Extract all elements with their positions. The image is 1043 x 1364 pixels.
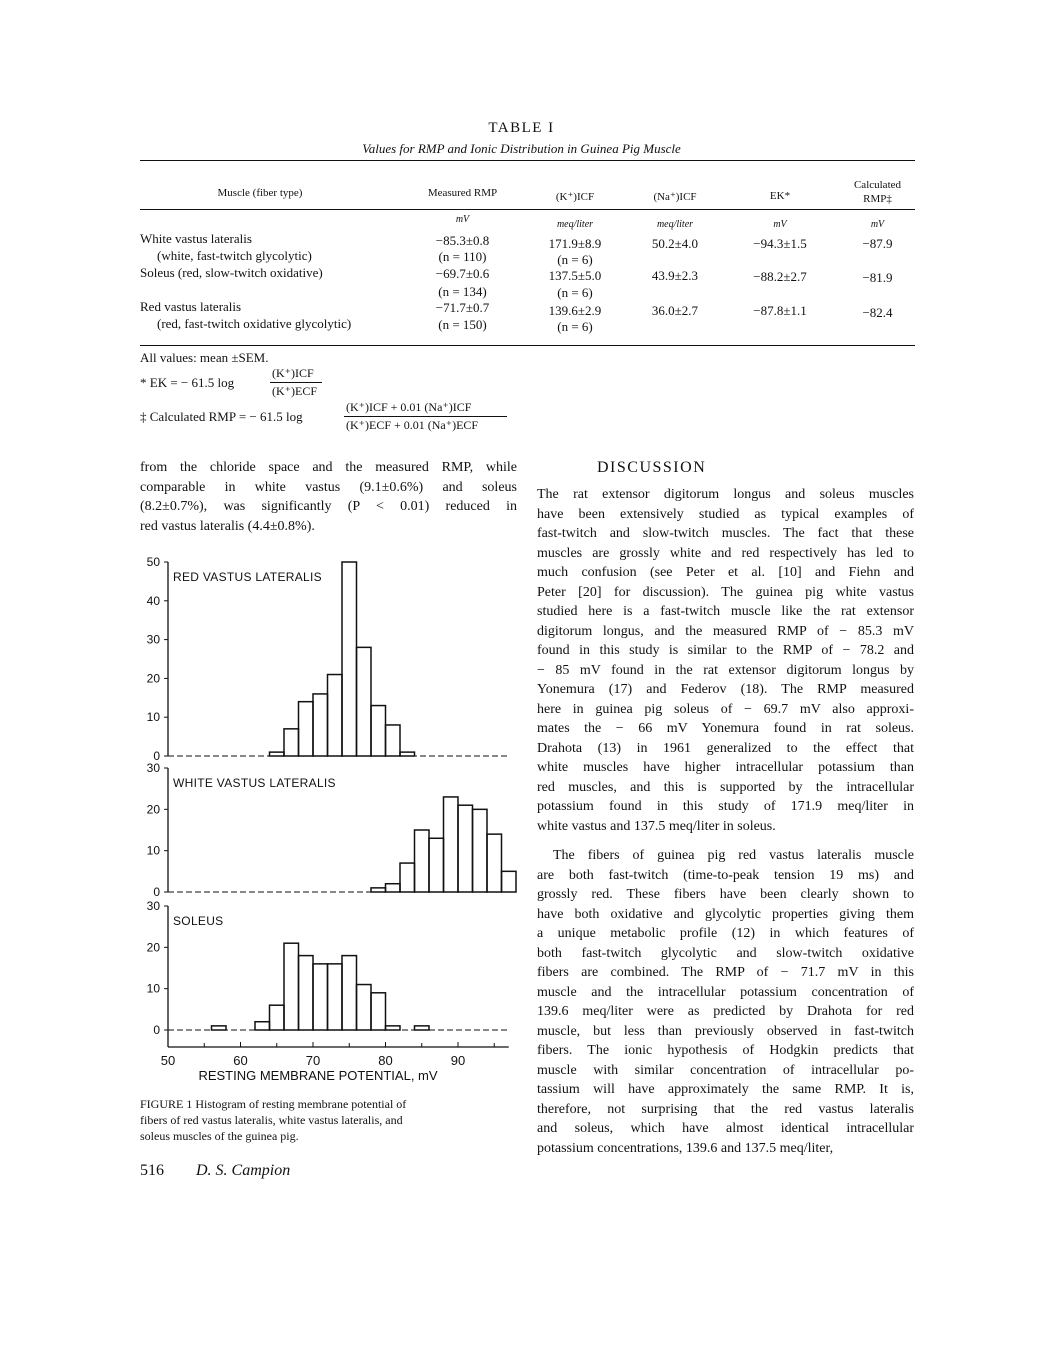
unit-rmp: mV	[455, 214, 470, 225]
row-white-vastus-calc: −87.9	[862, 236, 893, 251]
histogram-bar	[299, 702, 314, 756]
row-white-vastus-k-n: (n = 6)	[557, 252, 593, 267]
x-tick-label: 50	[160, 1053, 176, 1068]
discussion-paragraph-2	[537, 846, 914, 1158]
figure-caption-line: FIGURE 1 Histogram of resting membrane potential of	[140, 1097, 407, 1111]
table-top-rule	[140, 160, 915, 161]
discussion-line: Drahota (13) in 1961 generalized to the effect that	[537, 740, 914, 756]
discussion-line: a unique metabolic profile (12) in which features of	[537, 926, 914, 941]
y-tick-label: 10	[146, 981, 160, 996]
x-axis-label: RESTING MEMBRANE POTENTIAL, mV	[198, 1068, 438, 1083]
row-red-vastus-type: (red, fast-twitch oxidative glycolytic)	[157, 316, 352, 331]
row-soleus-rmp-n: (n = 134)	[438, 284, 487, 299]
histogram-bar	[270, 752, 285, 756]
footnote-all-values: All values: mean ±SEM.	[140, 350, 269, 365]
footnote-calc-den: (K⁺)ECF + 0.01 (Na⁺)ECF	[346, 418, 479, 432]
histogram-bar	[386, 725, 401, 756]
histogram-bar	[255, 1022, 270, 1030]
left-paragraph-line: red vastus lateralis (4.4±0.8%).	[140, 518, 315, 534]
discussion-line: Yonemura (17) and Federov (18). The RMP measured	[537, 682, 914, 697]
row-red-vastus-ek: −87.8±1.1	[753, 303, 807, 318]
row-soleus-k-n: (n = 6)	[557, 285, 593, 300]
discussion-line: The rat extensor digitorum longus and soleus muscles	[537, 487, 914, 502]
histogram-bar	[473, 809, 488, 892]
unit-na: meq/liter	[656, 219, 694, 230]
histogram-bar	[270, 1005, 285, 1030]
y-tick-label: 30	[146, 632, 160, 647]
y-tick-label: 10	[146, 710, 160, 725]
row-soleus-ek: −88.2±2.7	[753, 269, 807, 284]
discussion-line: muscle and the intracellular potassium concentration of	[537, 984, 914, 1000]
x-tick-label: 80	[378, 1053, 393, 1068]
histogram-bar	[386, 884, 401, 892]
discussion-line: grossly red. These fibers have been clearly shown to	[537, 887, 914, 902]
row-white-vastus-na: 50.2±4.0	[651, 236, 699, 251]
discussion-line: Peter [20] for discussion). The guinea pig white vastus	[537, 584, 914, 600]
discussion-line: here in guinea pig soleus of − 69.7 mV also approxi-	[537, 701, 914, 717]
x-tick-label: 60	[233, 1053, 248, 1068]
row-red-vastus-calc: −82.4	[862, 305, 893, 320]
histogram-bar	[400, 752, 415, 756]
row-white-vastus-ek: −94.3±1.5	[753, 236, 807, 251]
y-tick-label: 40	[146, 593, 160, 608]
footnote-calc-num: (K⁺)ICF + 0.01 (Na⁺)ICF	[346, 400, 472, 414]
row-soleus-rmp: −69.7±0.6	[435, 266, 490, 281]
histogram-bar	[313, 964, 328, 1030]
histogram-bar	[415, 830, 430, 892]
footnote-ek-num: (K⁺)ICF	[272, 366, 314, 380]
discussion-line: studied here is a fast-twitch muscle like the rat extensor	[537, 604, 914, 619]
page-number: 516	[140, 1162, 164, 1179]
header-measured-rmp: Measured RMP	[427, 187, 498, 199]
histogram-figure	[130, 550, 520, 1095]
header-k-icf: (K⁺)ICF	[555, 191, 595, 203]
discussion-line: The fibers of guinea pig red vastus lateralis muscle	[553, 848, 914, 863]
y-tick-label: 20	[146, 802, 160, 817]
figure-caption-line: fibers of red vastus lateralis, white vastus lateralis, and	[140, 1113, 403, 1127]
header-calculated-rmp: RMP‡	[863, 193, 892, 205]
discussion-paragraph-1	[537, 485, 914, 836]
left-paragraph	[140, 458, 517, 536]
row-soleus-na: 43.9±2.3	[651, 268, 699, 283]
unit-k: meq/liter	[556, 219, 594, 230]
footnote-calc-bar	[344, 416, 507, 417]
left-paragraph-line: (8.2±0.7%), was significantly (P < 0.01) reduced in	[140, 499, 517, 514]
left-paragraph-line: from the chloride space and the measured RMP, while	[140, 460, 517, 475]
histogram-bar	[212, 1026, 227, 1030]
discussion-line: muscle with similar concentration of intracellular po-	[537, 1062, 914, 1078]
discussion-line: potassium found in this study of 171.9 meq/liter in	[537, 799, 914, 814]
figure-caption-line: soleus muscles of the guinea pig.	[140, 1129, 299, 1143]
discussion-line: much confusion (see Peter et al. [10] and Fiehn and	[537, 565, 914, 580]
histogram-bar	[415, 1026, 430, 1030]
header-muscle: Muscle (fiber type)	[217, 187, 303, 199]
x-tick-label: 70	[305, 1053, 321, 1068]
x-tick-label: 90	[450, 1053, 466, 1068]
histogram-bar	[371, 706, 386, 756]
histogram-bar	[371, 993, 386, 1030]
histogram-bar	[400, 863, 415, 892]
row-red-vastus-k-n: (n = 6)	[557, 319, 593, 334]
row-red-vastus-rmp-n: (n = 150)	[438, 317, 487, 332]
discussion-line: and soleus, which have almost identical intracellular	[537, 1121, 914, 1136]
y-tick-label: 0	[153, 1023, 160, 1037]
discussion-line: white muscles have higher intracellular potassium than	[537, 760, 914, 775]
y-tick-label: 50	[146, 555, 160, 569]
unit-ek: mV	[773, 219, 787, 230]
y-tick-label: 20	[146, 940, 160, 955]
left-paragraph-line: comparable in white vastus (9.1±0.6%) and soleus	[140, 479, 517, 495]
histogram-bar	[429, 838, 444, 892]
histogram-bar	[386, 1026, 401, 1030]
histogram-bar	[284, 943, 299, 1030]
discussion-line: red muscles, and this is supported by the intracellular	[537, 779, 914, 795]
figure-caption	[140, 1096, 517, 1144]
discussion-line: 139.6 meq/liter were as predicted by Drahota for red	[537, 1004, 914, 1019]
row-white-vastus-rmp: −85.3±0.8	[435, 233, 490, 248]
discussion-line: mates the − 66 mV Yonemura found in rat soleus.	[537, 721, 914, 736]
series-label: SOLEUS	[173, 914, 224, 928]
discussion-line: fibers. The ionic hypothesis of Hodgkin predicts that	[537, 1043, 914, 1058]
row-red-vastus-name: Red vastus lateralis	[140, 299, 242, 314]
y-tick-label: 30	[146, 761, 160, 775]
histogram-bar	[371, 888, 386, 892]
series-label: RED VASTUS LATERALIS	[173, 570, 322, 584]
histogram-bar	[357, 985, 372, 1030]
row-white-vastus-name: White vastus lateralis	[140, 231, 252, 246]
author-running-foot: D. S. Campion	[196, 1162, 291, 1179]
discussion-line: potassium concentrations, 139.6 and 137.5 meq/liter,	[537, 1140, 834, 1156]
y-tick-label: 0	[153, 749, 160, 763]
discussion-line: have been extensively studied as typical examples of	[537, 506, 914, 522]
table-header-rule	[140, 209, 915, 210]
histogram-bar	[284, 729, 299, 756]
histogram-bar	[357, 647, 372, 756]
footnote-ek-bar	[270, 382, 322, 383]
unit-calc: mV	[870, 219, 885, 230]
row-soleus-name: Soleus (red, slow-twitch oxidative)	[140, 265, 323, 280]
series-label: WHITE VASTUS LATERALIS	[173, 776, 336, 790]
footnote-ek-lhs: * EK = − 61.5 log	[140, 375, 235, 390]
header-ek: EK*	[769, 190, 791, 202]
y-tick-label: 30	[146, 899, 160, 913]
discussion-line: muscle, but less than previously observed in fast-twitch	[537, 1023, 914, 1039]
histogram-bar	[299, 956, 314, 1030]
header-na-icf: (Na⁺)ICF	[653, 191, 697, 203]
histogram-bar	[502, 871, 517, 892]
histogram-bar	[487, 834, 502, 892]
discussion-line: digitorum longus, and the measured RMP of − 85.3 mV	[537, 623, 914, 639]
discussion-line: tassium will have approximately the same RMP. It is,	[537, 1082, 914, 1097]
row-red-vastus-k: 139.6±2.9	[548, 303, 602, 318]
y-tick-label: 20	[146, 671, 160, 686]
header-calculated: Calculated	[853, 179, 902, 191]
table-title: TABLE I	[488, 120, 555, 136]
row-white-vastus-type: (white, fast-twitch glycolytic)	[157, 248, 312, 263]
histogram-bar	[313, 694, 328, 756]
histogram-bar	[444, 797, 459, 892]
table-subtitle: Values for RMP and Ionic Distribution in Guinea Pig Muscle	[362, 141, 681, 156]
discussion-line: fibers are combined. The RMP of − 71.7 mV in this	[537, 965, 914, 980]
discussion-line: white vastus and 137.5 meq/liter in soleus.	[537, 818, 776, 834]
discussion-line: muscles are grossly white and red respectively has led to	[537, 545, 914, 561]
histogram-bar	[342, 562, 357, 756]
discussion-line: are both fast-twitch (time-to-peak tension 19 ms) and	[537, 867, 914, 883]
discussion-line: found in this study is similar to the RMP of − 78.2 and	[537, 643, 914, 658]
y-tick-label: 10	[146, 843, 160, 858]
table-bottom-rule	[140, 345, 915, 346]
footnote-ek-den: (K⁺)ECF	[272, 384, 317, 398]
histogram-bar	[458, 805, 473, 892]
row-white-vastus-rmp-n: (n = 110)	[438, 249, 487, 264]
histogram-bar	[328, 675, 343, 756]
row-soleus-k: 137.5±5.0	[548, 268, 602, 283]
discussion-line: have both oxidative and glycolytic properties giving them	[537, 906, 914, 922]
discussion-line: fast-twitch and slow-twitch muscles. The fact that these	[537, 526, 914, 541]
discussion-line: both fast-twitch glycolytic and slow-twitch oxidative	[537, 945, 914, 961]
row-red-vastus-na: 36.0±2.7	[651, 303, 699, 318]
discussion-heading: DISCUSSION	[597, 459, 707, 476]
discussion-line: − 85 mV found in the rat extensor digitorum longus by	[537, 662, 914, 678]
histogram-bar	[342, 956, 357, 1030]
y-tick-label: 0	[153, 885, 160, 899]
discussion-line: therefore, not surprising that the red vastus lateralis	[537, 1101, 914, 1117]
footnote-calc-lhs: ‡ Calculated RMP = − 61.5 log	[140, 409, 303, 424]
histogram-bar	[328, 964, 343, 1030]
row-red-vastus-rmp: −71.7±0.7	[435, 300, 490, 315]
row-white-vastus-k: 171.9±8.9	[548, 236, 602, 251]
row-soleus-calc: −81.9	[862, 270, 893, 285]
